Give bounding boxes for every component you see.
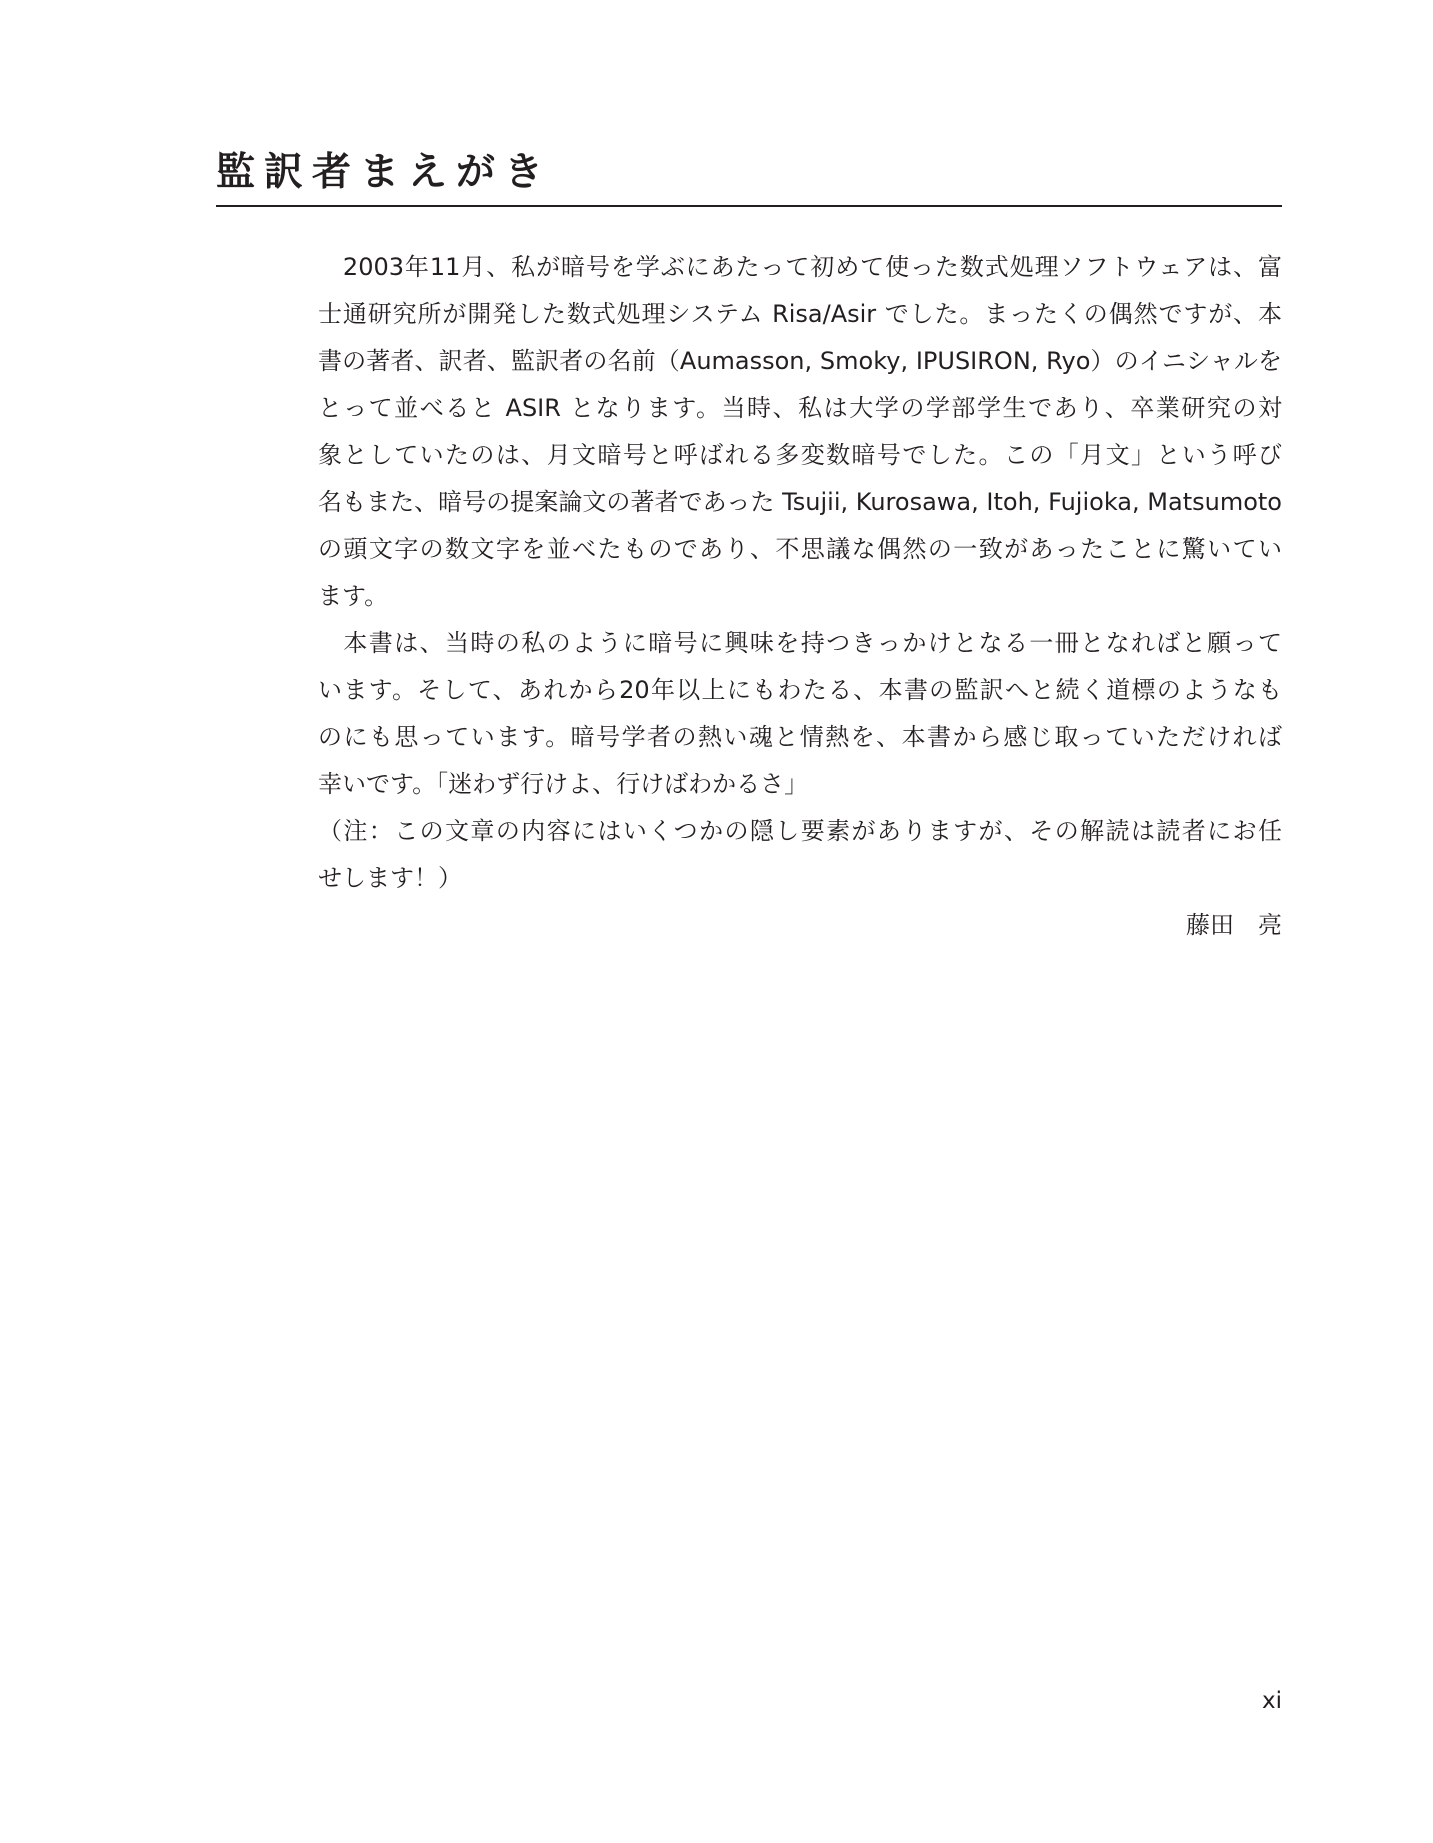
- paragraph-line: （注：この文章の内容にはいくつかの隠し要素がありますが、その解読は読者にお任: [318, 817, 1282, 845]
- page-title: 監訳者まえがき: [216, 150, 553, 195]
- paragraph-line: 本書は、当時の私のように暗号に興味を持つきっかけとなる一冊となればと願って: [318, 629, 1282, 657]
- title-divider: [216, 205, 1282, 207]
- paragraph-line: 名もまた、暗号の提案論文の著者であった Tsujii, Kurosawa, Itoh, Fujioka, Matsumoto: [318, 488, 1282, 516]
- paragraph-line: 2003年11月、私が暗号を学ぶにあたって初めて使った数式処理ソフトウェアは、富: [318, 253, 1282, 281]
- paragraph-line: せします！）: [318, 864, 462, 892]
- translator-signature: 藤田 亮: [1186, 911, 1282, 939]
- paragraph-line: とって並べると ASIR となります。当時、私は大学の学部学生であり、卒業研究の対: [318, 394, 1282, 422]
- paragraph-line: 象としていたのは、月文暗号と呼ばれる多変数暗号でした。この「月文」という呼び: [318, 441, 1282, 469]
- paragraph-line: 士通研究所が開発した数式処理システム Risa/Asir でした。まったくの偶然ですが、本: [318, 300, 1282, 328]
- paragraph-line: 幸いです。「迷わず行けよ、行けばわかるさ」: [318, 770, 809, 798]
- preface-body: [318, 244, 1282, 949]
- paragraph-line: います。そして、あれから20年以上にもわたる、本書の監訳へと続く道標のようなも: [318, 676, 1282, 704]
- paragraph-line: の頭文字の数文字を並べたものであり、不思議な偶然の一致があったことに驚いてい: [318, 535, 1282, 563]
- paragraph-line: ます。: [318, 582, 389, 610]
- paragraph-line: 書の著者、訳者、監訳者の名前（Aumasson, Smoky, IPUSIRON, Ryo）のイニシャルを: [318, 347, 1282, 375]
- paragraph-line: のにも思っています。暗号学者の熱い魂と情熱を、本書から感じ取っていただければ: [318, 723, 1282, 751]
- page-number: xi: [1261, 1688, 1282, 1714]
